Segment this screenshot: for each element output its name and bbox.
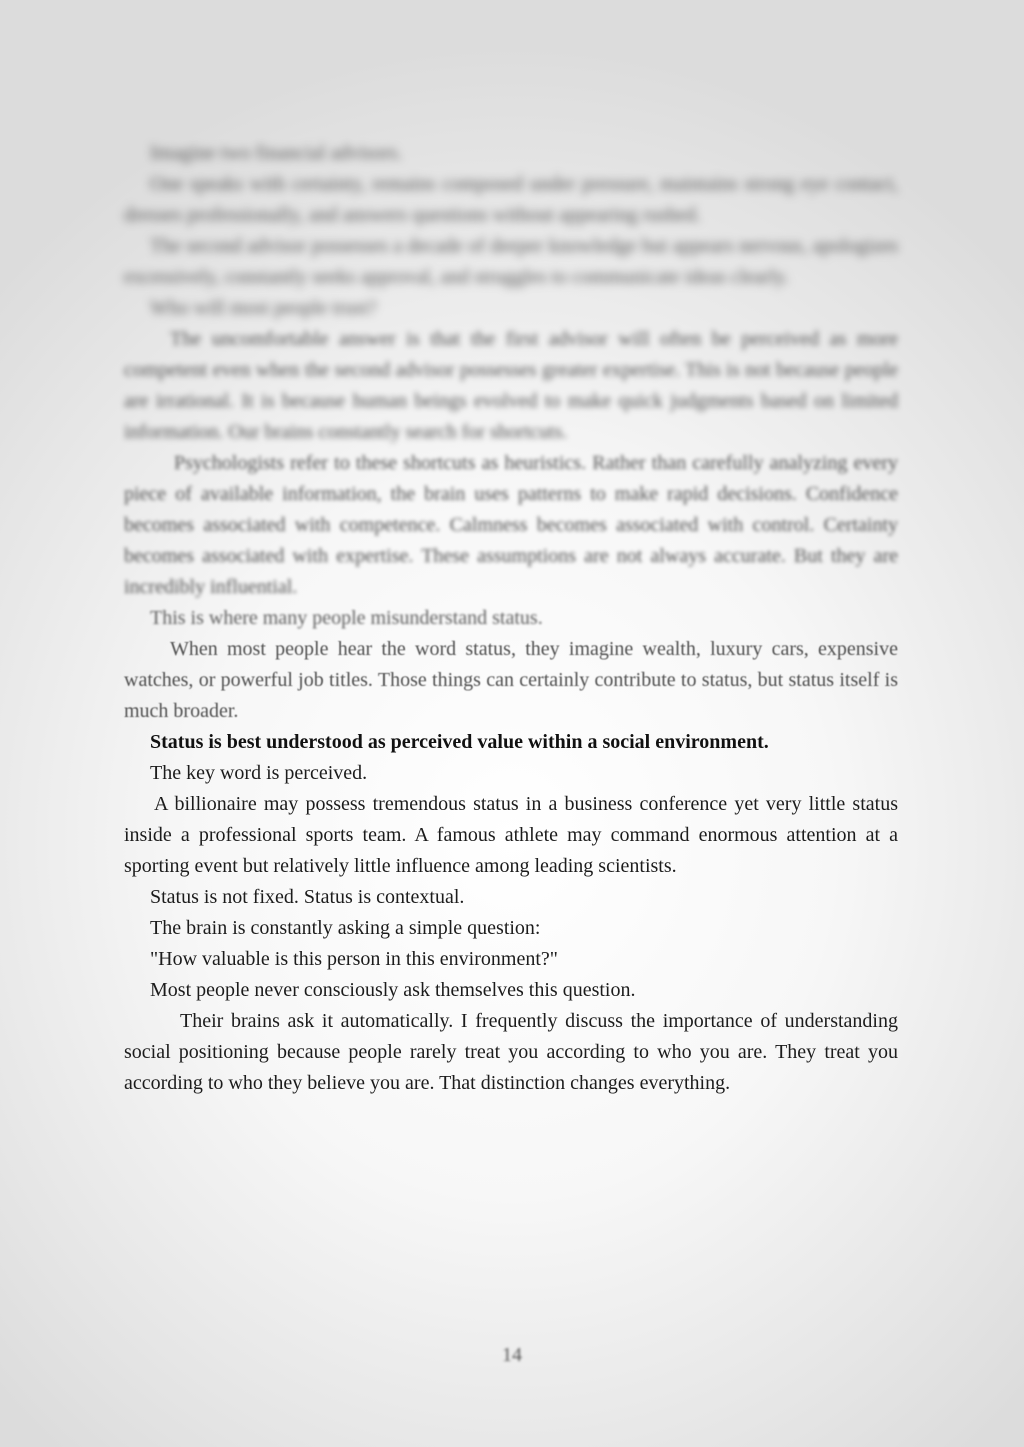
paragraph: Most people never consciously ask themselves this question. (150, 979, 636, 1001)
paragraph: The uncomfortable answer is that the first advisor will often be perceived as more competent even when the second advisor possesses greater expertise. This is not because people are irrational. It is because human beings evolved to make quick judgments based on limited information. Our brains constantly search for shortcuts. (124, 328, 898, 443)
paragraph: Imagine two financial advisors. (150, 142, 403, 164)
paragraph: Psychologists refer to these shortcuts as heuristics. Rather than carefully analyzing every piece of available information, the brain uses patterns to make rapid decisions. Confidence becomes associated with competence. Calmness becomes associated with control. Certainty becomes associated with expertise. These assumptions are not always accurate. But they are incredibly influential. (124, 452, 898, 598)
paragraph: One speaks with certainty, remains composed under pressure, maintains strong eye contact, dresses professionally, and answers questions without appearing rushed. (124, 173, 898, 226)
paragraph: Status is not fixed. Status is contextual. (150, 886, 465, 908)
paragraph: When most people hear the word status, they imagine wealth, luxury cars, expensive watches, or powerful job titles. Those things can certainly contribute to status, but status itself is much broader. (124, 638, 898, 722)
paragraph: The brain is constantly asking a simple question: (150, 917, 541, 939)
key-definition: Status is best understood as perceived value within a social environment. (150, 731, 769, 753)
paragraph: Who will most people trust? (150, 297, 377, 319)
paragraph: Their brains ask it automatically. I frequently discuss the importance of understanding social positioning because people rarely treat you according to who you are. They treat you according to who they believe you are. That distinction changes everything. (124, 1010, 898, 1094)
page-number: 14 (502, 1344, 522, 1366)
quoted-question: "How valuable is this person in this environment?" (150, 948, 558, 970)
paragraph: This is where many people misunderstand status. (150, 607, 543, 629)
paragraph: The key word is perceived. (150, 762, 368, 784)
paragraph: A billionaire may possess tremendous status in a business conference yet very little status inside a professional sports team. A famous athlete may command enormous attention at a sporting event but relatively little influence among leading scientists. (124, 793, 898, 877)
page-body (124, 138, 898, 1099)
paragraph: The second advisor possesses a decade of deeper knowledge but appears nervous, apologizes excessively, constantly seeks approval, and struggles to communicate ideas clearly. (124, 235, 898, 288)
